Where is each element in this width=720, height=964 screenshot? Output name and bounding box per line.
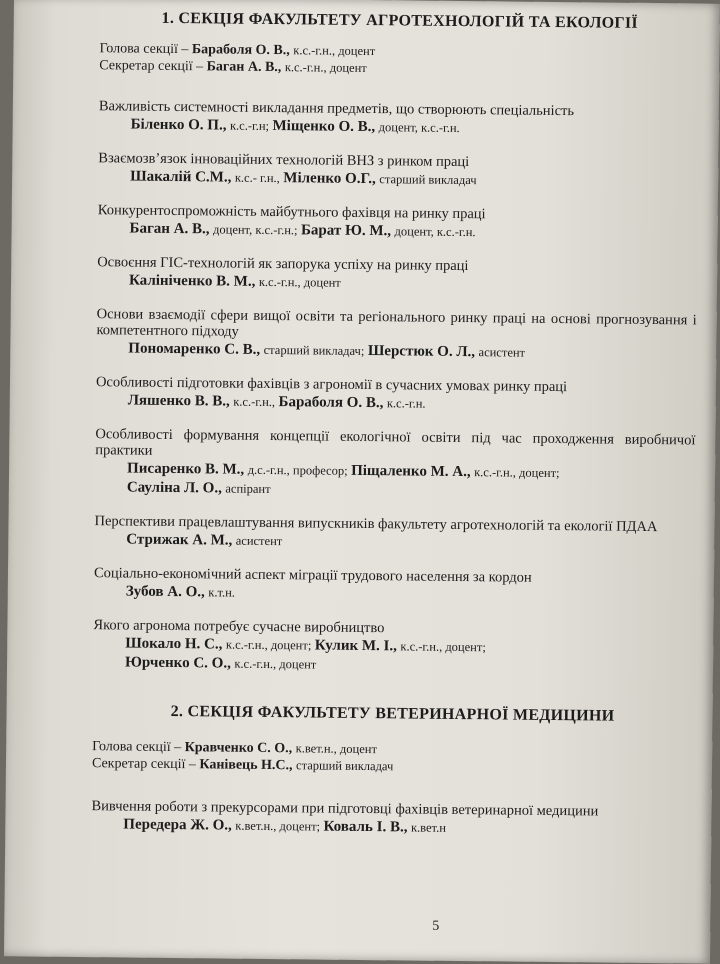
- report-item: [98, 150, 698, 192]
- report-title: Важливість системності викладання предметів, що створюють спеціальність: [98, 98, 575, 120]
- secretary-name: Канівець Н.С.,: [199, 757, 293, 774]
- report-title: Перспективи працевлаштування випускників факультету агротехнологій та екології ПДАА: [94, 513, 658, 536]
- head-name: Бараболя О. В.,: [191, 42, 290, 59]
- head-role: к.с.-г.н., доцент: [293, 43, 376, 59]
- author-role: к.с.-г.н;: [229, 118, 270, 133]
- section-title: 2. СЕКЦІЯ ФАКУЛЬТЕТУ ВЕТЕРИНАРНОЇ МЕДИЦИНИ: [170, 702, 615, 725]
- head-name: Кравченко С. О.,: [184, 740, 293, 757]
- author-name: Шакалій С.М.,: [130, 168, 232, 186]
- author-name: Піщаленко М. А.,: [351, 462, 471, 481]
- secretary-label: Секретар секції –: [91, 756, 196, 773]
- author-role: к.с.-г.н.: [386, 396, 426, 411]
- document-page: [4, 0, 720, 964]
- author-name: Бараболя О. В.,: [278, 394, 384, 412]
- head-label: Голова секції –: [92, 739, 182, 756]
- report-title: Якого агронома потребує сучасне виробництво: [93, 617, 385, 637]
- author-name: Стрижак А. М.,: [126, 531, 233, 549]
- report-authors: [93, 634, 693, 678]
- report-item: [99, 98, 699, 140]
- secretary-name: Баган А. В.,: [206, 59, 282, 76]
- author-role: к.с.-г.н., доцент;: [474, 465, 560, 481]
- author-name: Писаренко В. М.,: [126, 460, 245, 478]
- author-role: к.с.-г.н., доцент;: [225, 637, 312, 653]
- section-1: [93, 9, 700, 678]
- author-name: Барат Ю. М.,: [300, 222, 392, 240]
- report-title: Основи взаємодії сфери вищої освіти та регіонального ринку праці на основі прогнозування і компетентного підходу: [96, 306, 697, 340]
- author-name: Сауліна Л. О.,: [126, 479, 222, 497]
- author-role: к.вет.н: [410, 820, 447, 835]
- report-item: [94, 565, 694, 607]
- author-role: к.с.-г.н., доцент: [234, 656, 317, 672]
- author-name: Баган А. В.,: [129, 220, 210, 238]
- author-role: старший викладач;: [263, 342, 365, 358]
- author-role: к.с.-г.н., доцент;: [400, 639, 486, 655]
- report-title: Конкурентоспроможність майбутнього фахівця на ринку праці: [97, 202, 486, 223]
- report-title: Взаємозв’язок інноваційних технологій ВНЗ з ринком праці: [98, 150, 470, 171]
- section-title: 1. СЕКЦІЯ ФАКУЛЬТЕТУ АГРОТЕХНОЛОГІЙ ТА ЕКОЛОГІЇ: [161, 9, 639, 32]
- head-role: к.вет.н., доцент: [295, 741, 378, 757]
- author-role: к.с.-г.н.,: [233, 394, 276, 410]
- author-role: к.с.- г.н.,: [234, 170, 280, 186]
- page-content: [91, 3, 700, 840]
- report-item: [97, 202, 697, 244]
- report-authors: [95, 459, 695, 503]
- author-name: Ляшенко В. В.,: [127, 392, 230, 410]
- report-item: [91, 798, 691, 840]
- report-item: [95, 426, 696, 503]
- section-2: [91, 702, 692, 840]
- author-name: Зубов А. О.,: [125, 583, 205, 601]
- author-name: Пономаренко С. В.,: [128, 340, 261, 358]
- author-name: Шерстюк О. Л.,: [367, 343, 476, 361]
- author-role: доцент, к.с.-г.н.: [394, 224, 476, 240]
- author-role: доцент, к.с.-г.н.: [378, 120, 460, 135]
- author-role: асистент: [478, 345, 526, 360]
- author-role: доцент, к.с.-г.н.;: [212, 222, 298, 238]
- author-role: аспірант: [225, 481, 271, 497]
- report-item: [96, 306, 697, 364]
- report-item: [93, 617, 694, 678]
- report-title: Вивчення роботи з прекурсорами при підготовці фахівців ветеринарної медицини: [91, 798, 599, 820]
- author-role: д.с.-г.н., професор;: [247, 462, 348, 478]
- report-item: [96, 374, 696, 416]
- author-role: к.т.н.: [208, 585, 236, 600]
- author-role: старший викладач: [379, 172, 477, 188]
- author-role: к.с.-г.н., доцент: [258, 274, 341, 290]
- report-title: Освоєння ГІС-технологій як запорука успіху на ринку праці: [97, 254, 469, 275]
- head-label: Голова секції –: [99, 41, 189, 58]
- secretary-role: старший викладач: [296, 758, 394, 774]
- report-title: Соціально-економічний аспект міграції трудового населення за кордон: [93, 565, 532, 586]
- author-name: Передера Ж. О.,: [123, 816, 232, 834]
- author-role: асистент: [235, 533, 283, 549]
- report-item: [97, 254, 697, 296]
- page-number: 5: [432, 918, 440, 934]
- report-title: Особливості підготовки фахівців з агрономії в сучасних умовах ринку праці: [95, 374, 568, 396]
- author-name: Біленко О. П.,: [130, 116, 227, 134]
- author-name: Коваль І. В.,: [323, 818, 408, 836]
- report-title: Особливості формування концепції екологічної освіти під час проходження виробничої практики: [95, 426, 696, 459]
- author-name: Юрченко С. О.,: [124, 654, 231, 672]
- author-name: Калініченко В. М.,: [128, 272, 256, 290]
- author-name: Міщенко О. В.,: [272, 118, 376, 136]
- author-name: Кулик М. І.,: [314, 637, 398, 655]
- report-item: [94, 513, 694, 555]
- author-name: Міленко О.Г.,: [283, 170, 376, 188]
- secretary-role: к.с.-г.н., доцент: [284, 60, 367, 76]
- secretary-label: Секретар секції –: [99, 58, 204, 75]
- author-role: к.вет.н., доцент;: [235, 818, 321, 834]
- author-name: Шокало Н. С.,: [125, 635, 223, 653]
